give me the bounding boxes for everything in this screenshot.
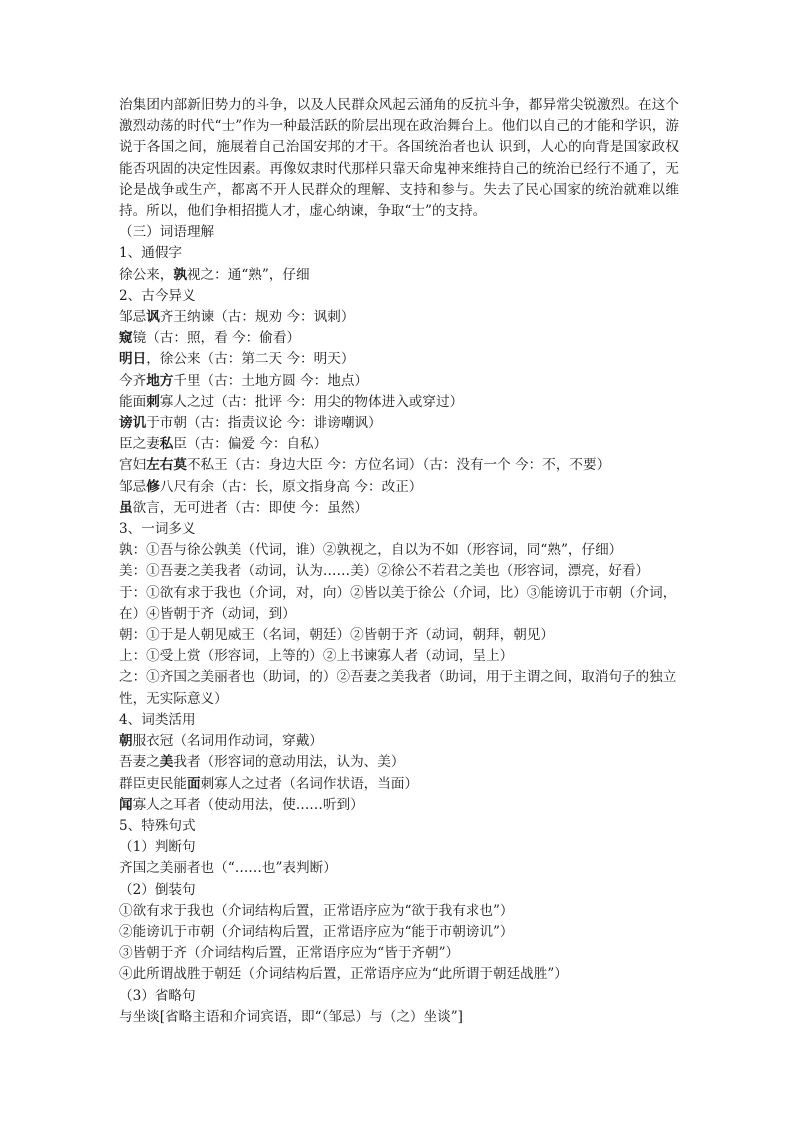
gujin-item — [119, 434, 679, 455]
gujin-item — [119, 455, 679, 476]
item-text: 服衣冠（名词用作动词，穿戴） — [132, 733, 323, 750]
daozhuang-label: （2）倒装句 — [119, 881, 196, 898]
gujin-item — [119, 371, 679, 392]
item-text: 邹忌 — [119, 309, 147, 326]
item-text: 镜（古：照，看 今：偷看） — [132, 330, 301, 347]
shenglue-label: （3）省略句 — [119, 987, 196, 1004]
yiciduoyi-item: 美：①吾妻之美我者（动词，认为……美）②徐公不若君之美也（形容词，漂亮，好看） — [119, 563, 650, 580]
daozhuang-item: ④此所谓战胜于朝廷（介词结构后置，正常语序应为“此所谓于朝廷战胜”） — [119, 966, 568, 983]
item-text: 宫妇 — [119, 457, 147, 474]
gujin-item — [119, 477, 679, 498]
item-key-word: 讽 — [146, 309, 160, 326]
item-text: 齐王纳谏（古：规劝 今：讽刺） — [159, 309, 355, 326]
item-text: 视之：通“熟”，仔细 — [186, 266, 310, 283]
yiciduoyi-item: 之：①齐国之美丽者也（助词，的）②吾妻之美我者（助词，用于主谓之间，取消句子的独立性，无实际意义） — [119, 669, 677, 707]
item-text: 欲言，无可进者（古：即使 今：虽然） — [132, 499, 369, 516]
item-text: ，徐公来（古：第二天 今：明天） — [146, 351, 355, 368]
item-key-word: 窥 — [119, 330, 133, 347]
intro-paragraph: 治集团内部新旧势力的斗争，以及人民群众风起云涌角的反抗斗争，都异常尖锐激烈。在这个激烈动荡的时代“士”作为一种最活跃的阶层出现在政治舞台上。他们以自己的才能和学识，游说于各国之间，施展着自己治国安邦的才干。各国统治者也认 识到，人心的向背是国家政权能否巩固的决定性因素。再像奴隶时代那样只靠天命鬼神来维持自己的统治已经行不通了，无论是战争或生产，都离不开人民群众的理解、支持和参与。失去了民心国家的统治就难以维持。所以，他们争相招揽人才，虚心纳谏，争取“士”的支持。 — [119, 97, 679, 220]
item-text: 今齐 — [119, 372, 147, 389]
teshujushi-heading: 5、特殊句式 — [119, 817, 196, 834]
cileihuoyong-heading: 4、词类活用 — [119, 711, 196, 728]
yiciduoyi-item: 上：①受上赏（形容词，上等的）②上书谏寡人者（动词，呈上） — [119, 648, 514, 665]
item-key-word: 闻 — [119, 796, 133, 813]
item-text: 八尺有余（古：长，原文指身高 今：改正） — [159, 478, 423, 495]
item-key-word: 谤讥 — [119, 415, 147, 432]
item-text: 徐公来， — [119, 266, 174, 283]
panduan-label: （1）判断句 — [119, 839, 196, 856]
item-key-word: 修 — [146, 478, 160, 495]
item-key-word: 虽 — [119, 499, 133, 516]
item-text: 于市朝（古：指责议论 今：诽谤嘲讽） — [146, 415, 382, 432]
item-text: 我者（形容词的意动用法，认为、美） — [173, 754, 405, 771]
item-text: 吾妻之 — [119, 754, 160, 771]
item-text: 臣之妻 — [119, 436, 160, 453]
item-key-word: 刺 — [146, 393, 160, 410]
gujin-heading: 2、古今异义 — [119, 287, 196, 304]
item-key-word: 孰 — [173, 266, 187, 283]
item-key-word: 明日 — [119, 351, 147, 368]
tongjiazi-heading: 1、通假字 — [119, 245, 183, 262]
item-key-word: 美 — [159, 754, 174, 771]
cileihuoyong-item — [119, 795, 679, 816]
item-text: 千里（古：土地方圆 今：地点） — [173, 372, 369, 389]
item-key-word: 面 — [186, 775, 201, 792]
gujin-item — [119, 413, 679, 434]
gujin-item — [119, 328, 679, 349]
item-key-word: 左右莫 — [146, 457, 187, 474]
item-text: 寡人之耳者（使动用法，使……听到） — [132, 796, 364, 813]
cileihuoyong-item — [119, 774, 679, 795]
yiciduoyi-item: 于：①欲有求于我也（介词，对，向）②皆以美于徐公（介词，比）③能谤讥于市朝（介词，在）④皆朝于齐（动词，到） — [119, 584, 677, 622]
gujin-item — [119, 349, 679, 370]
gujin-item — [119, 392, 679, 413]
yiciduoyi-item: 孰：①吾与徐公孰美（代词，谁）②孰视之，自以为不如（形容词，同“熟”，仔细） — [119, 542, 623, 559]
cileihuoyong-item — [119, 752, 679, 773]
yiciduoyi-heading: 3、一词多义 — [119, 521, 196, 538]
panduan-item: 齐国之美丽者也（“……也”表判断） — [119, 860, 337, 877]
item-text: 臣（古：偏爱 今：自私） — [173, 436, 328, 453]
item-text: 不私王（古：身边大臣 今：方位名词）（古：没有一个 今：不，不要） — [186, 457, 611, 474]
section-title: （三）词语理解 — [119, 224, 215, 241]
document-page — [119, 95, 679, 1028]
daozhuang-item: ③皆朝于齐（介词结构后置，正常语序应为“皆于齐朝”） — [119, 945, 460, 962]
item-text: 邹忌 — [119, 478, 147, 495]
item-text: 寡人之过（古：批评 今：用尖的物体进入或穿过） — [159, 393, 464, 410]
daozhuang-item: ②能谤讥于市朝（介词结构后置，正常语序应为“能于市朝谤讥”） — [119, 923, 514, 940]
shenglue-item: 与坐谈[省略主语和介词宾语，即“（邹忌）与（之）坐谈”] — [119, 1008, 463, 1025]
gujin-item — [119, 307, 679, 328]
cileihuoyong-item — [119, 731, 679, 752]
item-text: 群臣吏民能 — [119, 775, 187, 792]
gujin-item — [119, 498, 679, 519]
item-text: 刺寡人之过者（名词作状语，当面） — [200, 775, 419, 792]
item-text: 能面 — [119, 393, 147, 410]
daozhuang-item: ①欲有求于我也（介词结构后置，正常语序应为“欲于我有求也”） — [119, 902, 514, 919]
yiciduoyi-item: 朝：①于是人朝见威王（名词，朝廷）②皆朝于齐（动词，朝拜，朝见） — [119, 627, 554, 644]
tongjiazi-item — [119, 265, 679, 286]
item-key-word: 朝 — [119, 733, 133, 750]
item-key-word: 地方 — [146, 372, 174, 389]
item-key-word: 私 — [159, 436, 174, 453]
